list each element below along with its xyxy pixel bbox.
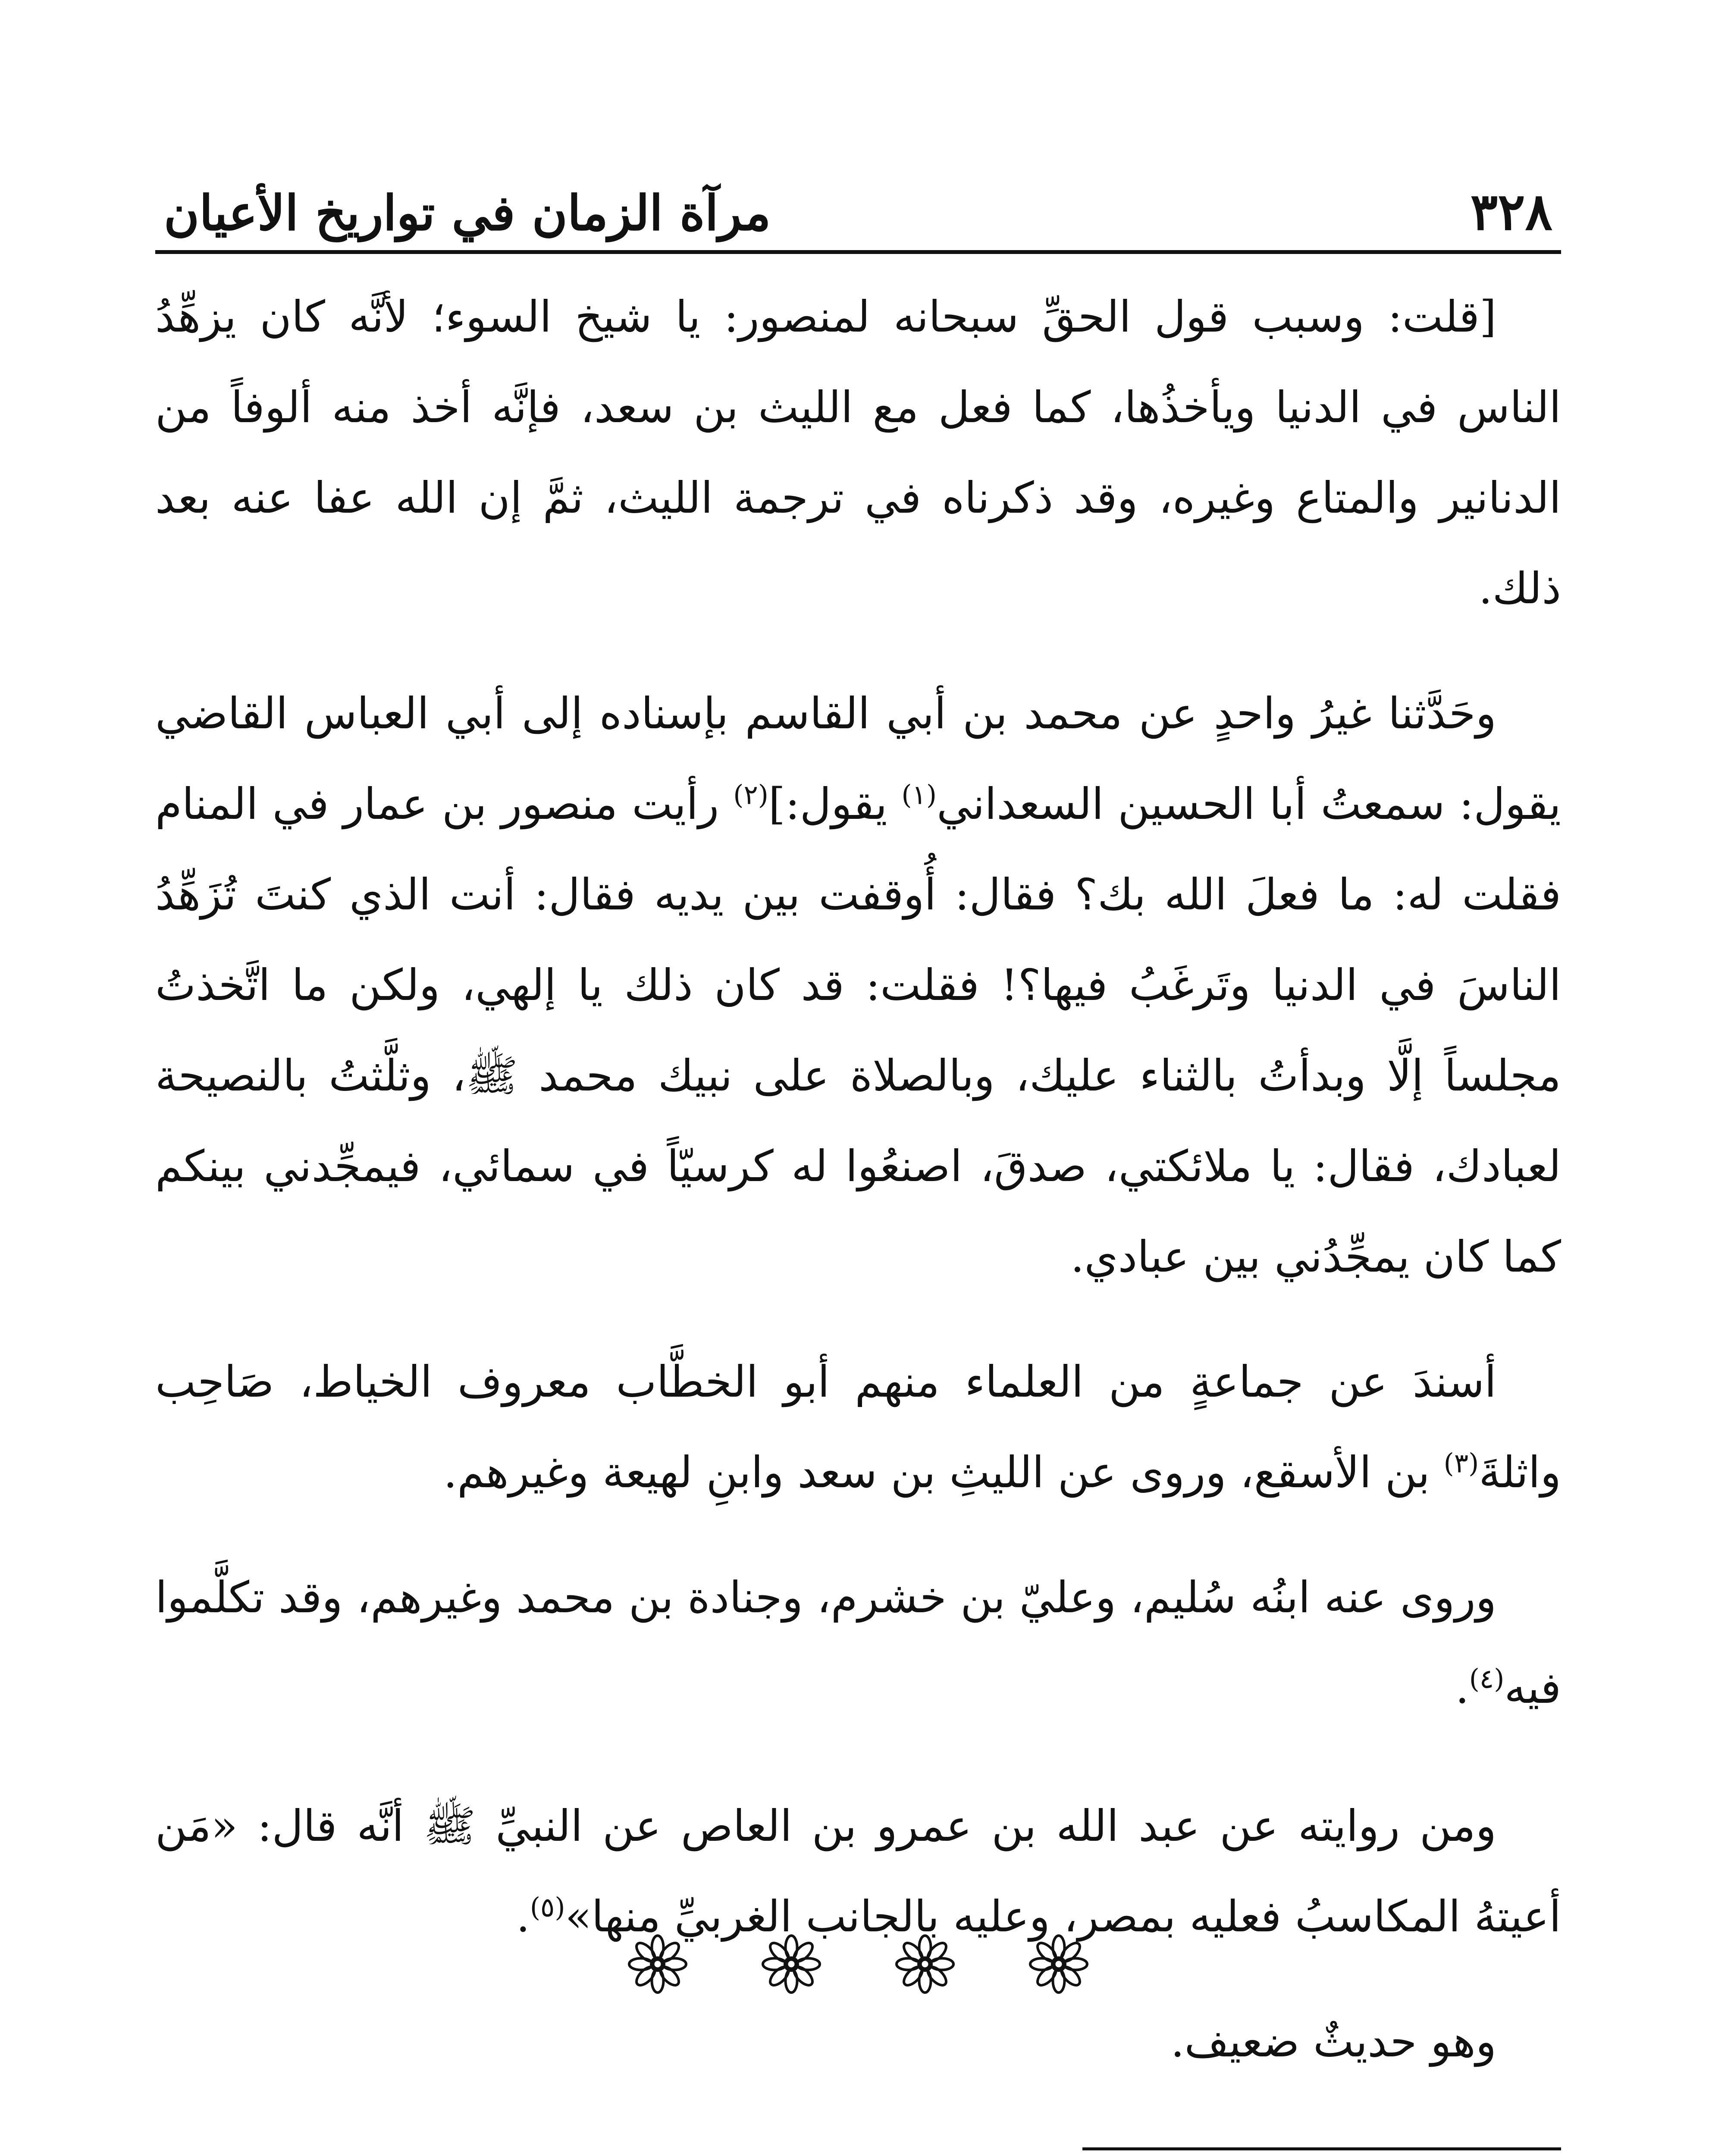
paragraph: [155, 1337, 1561, 1518]
paragraph: [155, 272, 1561, 634]
footnote-separator: [1082, 2147, 1561, 2150]
paragraph-text: يقول:]: [768, 779, 902, 829]
flower-ornament-icon: [1026, 1932, 1091, 1996]
running-header: [155, 142, 1561, 241]
flower-ornament-icon: [625, 1932, 690, 1996]
book-title: مرآة الزمان في تواريخ الأعيان: [164, 185, 771, 241]
header-rule: [155, 250, 1561, 254]
paragraph-text: بن الأسقع، وروى عن الليثِ بن سعد وابنِ لهيعة وغيرهم.: [443, 1447, 1444, 1498]
main-text: [155, 272, 1561, 2087]
paragraph-text: [قلت: وسبب قول الحقِّ سبحانه لمنصور: يا شيخ السوء؛ لأنَّه كان يزهِّدُ الناس في الدنيا ويأخذُها، كما فعل مع الليث بن سعد، فإنَّه أخذ منه ألوفاً من الدنانير والمتاع وغيره، وقد ذكرناه في ترجمة الليث، ثمَّ إن الله عفا عنه بعد ذلك.: [155, 291, 1561, 614]
paragraph-text: وروى عنه ابنُه سُليم، وعليّ بن خشرم، وجنادة بن محمد وغيرهم، وقد تكلَّموا فيه: [155, 1572, 1561, 1713]
paragraph: [155, 1552, 1561, 1733]
flower-ornament-icon: [759, 1932, 824, 1996]
paragraph-text: .: [1455, 1663, 1469, 1713]
paragraph: [155, 668, 1561, 1302]
footnote-ref-5: (٥): [530, 1891, 565, 1923]
footnote-ref-2: (٢): [733, 779, 768, 811]
flower-ornament-icon: [893, 1932, 957, 1996]
footnote-ref-1: (١): [901, 779, 937, 811]
paragraph-text: رأيت منصور بن عمار في المنام فقلت له: ما فعلَ الله بك؟ فقال: أُوقفت بين يديه فقال: أنت الذي كنتَ تُزَهِّدُ الناسَ في الدنيا وتَرغَبُ فيها؟! فقلت: قد كان ذلك يا إلهي، ولكن ما اتَّخذتُ مجلساً إلَّا وبدأتُ بالثناء عليك، وبالصلاة على نبيك محمد ﷺ، وثلَّثتُ بالنصيحة لعبادك، فقال: يا ملائكتي، صدقَ، اصنعُوا له كرسيّاً في سمائي، فيمجِّدني بينكم كما كان يمجِّدُني بين عبادي.: [155, 779, 1561, 1282]
footnote-ref-3: (٣): [1443, 1447, 1479, 1479]
book-page: [155, 142, 1561, 2156]
page-number: ٣٢٨: [1470, 182, 1552, 241]
paragraph-text: وهو حديثٌ ضعيف.: [1170, 2016, 1496, 2067]
footnote-ref-4: (٤): [1469, 1663, 1505, 1695]
paragraph-text: أسندَ عن جماعةٍ من العلماء منهم أبو الخطَّاب معروف الخياط، صَاحِب واثلةَ: [155, 1357, 1561, 1498]
section-divider: [155, 1932, 1561, 1996]
paragraph-text: وحَدَّثنا غيرُ واحدٍ عن محمد بن أبي القاسم بإسناده إلى أبي العباس القاضي يقول: سمعتُ أبا الحسين السعداني: [155, 688, 1561, 829]
paragraph-text: ومن روايته عن عبد الله بن عمرو بن العاص عن النبيِّ ﷺ أنَّه قال: «مَن أعيتهُ المكاسبُ فعليه بمصر، وعليه بالجانب الغربيِّ منها»: [155, 1801, 1561, 1942]
paragraph: [155, 1996, 1561, 2087]
paragraph-text: .: [516, 1891, 530, 1942]
